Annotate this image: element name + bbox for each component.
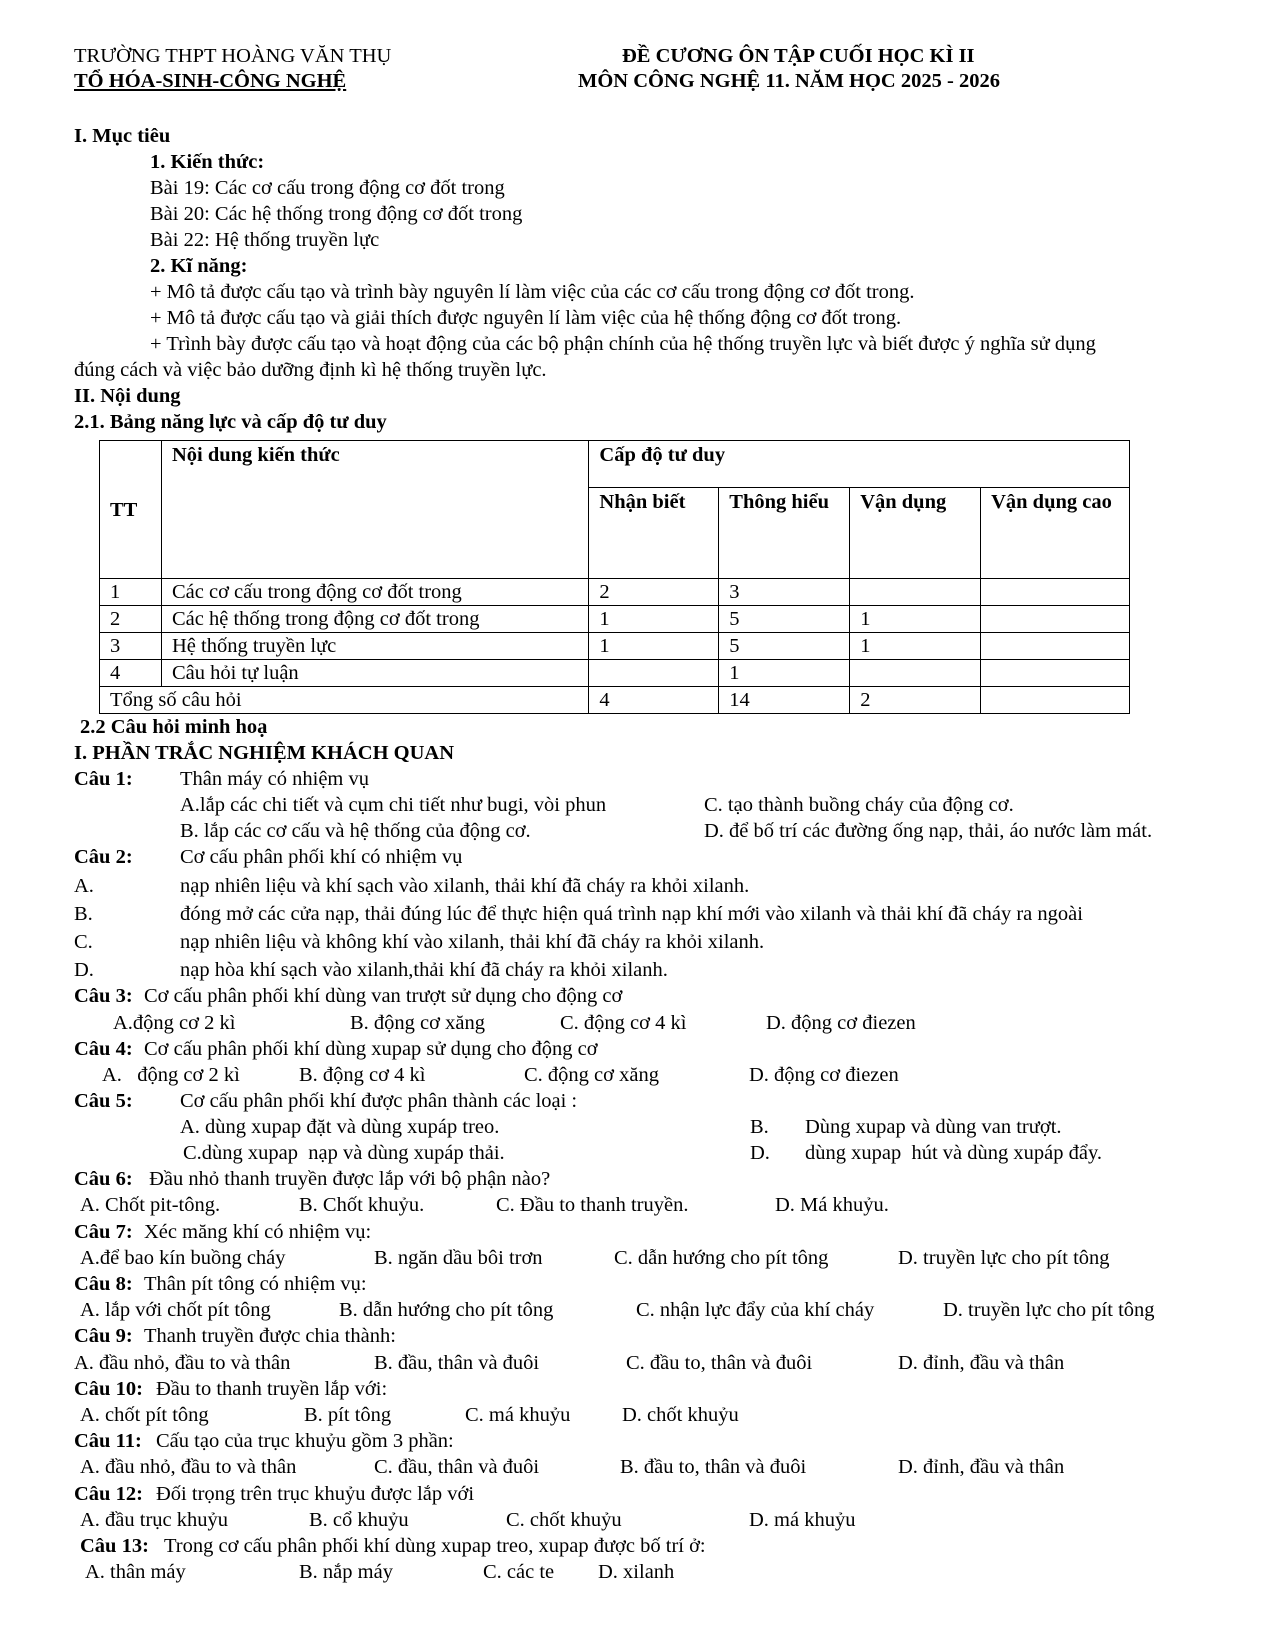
question-label: Câu 2:: [74, 846, 133, 868]
table-row: [100, 579, 1130, 606]
option-c: C. tạo thành buồng cháy của động cơ.: [704, 794, 1014, 816]
option-d: nạp hòa khí sạch vào xilanh,thải khí đã cháy ra khỏi xilanh.: [180, 959, 668, 981]
question-label: Câu 5:: [74, 1090, 133, 1112]
option-b: B. ngăn dầu bôi trơn: [374, 1247, 543, 1269]
col-header-tt: TT: [100, 441, 162, 579]
option-d: D. truyền lực cho pít tông: [898, 1247, 1110, 1269]
cell-value: 1: [589, 606, 719, 633]
question-label: Câu 3:: [74, 985, 133, 1007]
cell-tt: 1: [100, 579, 162, 606]
cell-value: 5: [719, 606, 850, 633]
competency-table: [99, 440, 1130, 714]
option-d: D. má khuỷu: [749, 1509, 856, 1531]
cell-total: 14: [719, 687, 850, 714]
document-title: ĐỀ CƯƠNG ÔN TẬP CUỐI HỌC KÌ II: [622, 45, 975, 67]
option-b: B. pít tông: [304, 1404, 392, 1426]
cell-value: 1: [589, 633, 719, 660]
section-objectives-heading: I. Mục tiêu: [74, 125, 171, 147]
option-key: D.: [74, 959, 94, 981]
table-heading: 2.1. Bảng năng lực và cấp độ tư duy: [74, 411, 387, 433]
option-b: B. Chốt khuỷu.: [299, 1194, 425, 1216]
cell-content: Các hệ thống trong động cơ đốt trong: [161, 606, 588, 633]
option-b: Dùng xupap và dùng van trượt.: [805, 1116, 1062, 1138]
cell-value: 3: [719, 579, 850, 606]
skill-item: + Mô tả được cấu tạo và trình bày nguyên lí làm việc của các cơ cấu trong động cơ đốt trong.: [150, 281, 915, 303]
knowledge-item: Bài 19: Các cơ cấu trong động cơ đốt trong: [150, 177, 505, 199]
question-text: Đầu to thanh truyền lắp với:: [156, 1378, 388, 1400]
option-a: A. Chốt pit-tông.: [80, 1194, 221, 1216]
cell-total-label: Tổng số câu hỏi: [100, 687, 589, 714]
table-row: [100, 606, 1130, 633]
question-label: Câu 7:: [74, 1221, 133, 1243]
question-text: Trong cơ cấu phân phối khí dùng xupap treo, xupap được bố trí ở:: [164, 1535, 706, 1557]
option-key: A.: [74, 875, 94, 897]
option-d: D. động cơ điezen: [749, 1064, 899, 1086]
table-total-row: [100, 687, 1130, 714]
level-header: Vận dụng cao: [981, 488, 1130, 579]
question-text: Cơ cấu phân phối khí dùng xupap sử dụng cho động cơ: [144, 1038, 598, 1060]
level-header: Nhận biết: [589, 488, 719, 579]
option-b: B. đầu, thân và đuôi: [374, 1352, 540, 1374]
option-b: B. động cơ xăng: [350, 1012, 485, 1034]
option-b: B. đầu to, thân và đuôi: [620, 1456, 807, 1478]
cell-total: 2: [850, 687, 981, 714]
option-d: D. xilanh: [598, 1561, 675, 1583]
question-label: Câu 11:: [74, 1430, 142, 1452]
option-a: A.động cơ 2 kì: [113, 1012, 236, 1034]
cell-tt: 3: [100, 633, 162, 660]
cell-value: 1: [850, 633, 981, 660]
option-b: B. cổ khuỷu: [309, 1509, 409, 1531]
option-d: D. Má khuỷu.: [775, 1194, 889, 1216]
cell-value: 2: [589, 579, 719, 606]
examples-heading: 2.2 Câu hỏi minh hoạ: [80, 716, 268, 738]
option-d: D. chốt khuỷu: [622, 1404, 739, 1426]
option-c: C. nhận lực đẩy của khí cháy: [636, 1299, 875, 1321]
option-a: A. thân máy: [85, 1561, 186, 1583]
document-subtitle: MÔN CÔNG NGHỆ 11. NĂM HỌC 2025 - 2026: [578, 70, 1000, 92]
question-label: Câu 10:: [74, 1378, 143, 1400]
option-c: C. đầu, thân và đuôi: [374, 1456, 540, 1478]
option-c: C. chốt khuỷu: [506, 1509, 622, 1531]
option-key: B.: [750, 1116, 769, 1138]
option-a: A.lắp các chi tiết và cụm chi tiết như bugi, vòi phun: [180, 794, 607, 816]
department-name: TỔ HÓA-SINH-CÔNG NGHỆ: [74, 70, 347, 92]
level-header: Thông hiểu: [719, 488, 850, 579]
skill-item: + Mô tả được cấu tạo và giải thích được nguyên lí làm việc của hệ thống động cơ đốt trong.: [150, 307, 902, 329]
option-a: A. đầu trục khuỷu: [80, 1509, 229, 1531]
cell-content: Các cơ cấu trong động cơ đốt trong: [161, 579, 588, 606]
knowledge-heading: 1. Kiến thức:: [150, 151, 265, 173]
option-c: C. đầu to, thân và đuôi: [626, 1352, 813, 1374]
question-text: Đầu nhỏ thanh truyền được lắp với bộ phận nào?: [144, 1168, 551, 1190]
option-a: A. đầu nhỏ, đầu to và thân: [80, 1456, 297, 1478]
knowledge-item: Bài 22: Hệ thống truyền lực: [150, 229, 380, 251]
option-c: C. dẫn hướng cho pít tông: [614, 1247, 829, 1269]
question-label: Câu 13:: [80, 1535, 149, 1557]
cell-value: 5: [719, 633, 850, 660]
option-c: C. Đầu to thanh truyền.: [496, 1194, 689, 1216]
question-text: Cơ cấu phân phối khí được phân thành các loại :: [180, 1090, 578, 1112]
question-text: Thân máy có nhiệm vụ: [180, 768, 370, 790]
mcq-heading: I. PHẦN TRẮC NGHIỆM KHÁCH QUAN: [74, 742, 455, 764]
question-text: Thanh truyền được chia thành:: [144, 1325, 396, 1347]
question-text: Đối trọng trên trục khuỷu được lắp với: [156, 1483, 475, 1505]
cell-content: Câu hỏi tự luận: [161, 660, 588, 687]
skill-item: + Trình bày được cấu tạo và hoạt động của các bộ phận chính của hệ thống truyền lực và biết được ý nghĩa sử dụng: [150, 333, 1096, 355]
table-row: [100, 633, 1130, 660]
skills-heading: 2. Kĩ năng:: [150, 255, 248, 277]
option-b: đóng mở các cửa nạp, thải đúng lúc để thực hiện quá trình nạp khí mới vào xilanh và thải khí đã cháy ra ngoài: [180, 903, 1083, 925]
col-header-content: Nội dung kiến thức: [161, 441, 588, 579]
option-a: A. đầu nhỏ, đầu to và thân: [74, 1352, 291, 1374]
cell-value: [981, 633, 1130, 660]
option-b: B. nắp máy: [299, 1561, 393, 1583]
option-c: C. động cơ 4 kì: [560, 1012, 687, 1034]
question-label: Câu 8:: [74, 1273, 133, 1295]
cell-tt: 4: [100, 660, 162, 687]
option-key: C.: [74, 931, 93, 953]
question-label: Câu 4:: [74, 1038, 133, 1060]
cell-value: 1: [850, 606, 981, 633]
school-name: TRƯỜNG THPT HOÀNG VĂN THỤ: [74, 45, 392, 67]
option-d: D. truyền lực cho pít tông: [943, 1299, 1155, 1321]
option-b: B. lắp các cơ cấu và hệ thống của động cơ.: [180, 820, 531, 842]
option-c: nạp nhiên liệu và không khí vào xilanh, thải khí đã cháy ra khỏi xilanh.: [180, 931, 765, 953]
knowledge-item: Bài 20: Các hệ thống trong động cơ đốt trong: [150, 203, 523, 225]
option-a: A.để bao kín buồng cháy: [80, 1247, 286, 1269]
question-text: Thân pít tông có nhiệm vụ:: [144, 1273, 367, 1295]
question-label: Câu 6:: [74, 1168, 133, 1190]
col-header-levels: Cấp độ tư duy: [589, 441, 1130, 488]
option-d: dùng xupap hút và dùng xupáp đẩy.: [805, 1142, 1103, 1164]
cell-value: [850, 579, 981, 606]
cell-total: [981, 687, 1130, 714]
skill-item-continuation: đúng cách và việc bảo dưỡng định kì hệ thống truyền lực.: [74, 359, 547, 381]
option-c: C. má khuỷu: [465, 1404, 571, 1426]
option-a: nạp nhiên liệu và khí sạch vào xilanh, thải khí đã cháy ra khỏi xilanh.: [180, 875, 750, 897]
cell-total: 4: [589, 687, 719, 714]
question-label: Câu 1:: [74, 768, 133, 790]
option-a: A. lắp với chốt pít tông: [80, 1299, 271, 1321]
section-content-heading: II. Nội dung: [74, 385, 181, 407]
option-d: D. để bố trí các đường ống nạp, thải, áo nước làm mát.: [704, 820, 1153, 842]
cell-tt: 2: [100, 606, 162, 633]
option-c: C. động cơ xăng: [524, 1064, 659, 1086]
option-d: D. động cơ điezen: [766, 1012, 916, 1034]
option-a: A. chốt pít tông: [80, 1404, 209, 1426]
question-label: Câu 12:: [74, 1483, 143, 1505]
option-key: B.: [74, 903, 93, 925]
option-key: D.: [750, 1142, 770, 1164]
option-d: D. đỉnh, đầu và thân: [898, 1352, 1065, 1374]
cell-value: [850, 660, 981, 687]
option-d: D. đỉnh, đầu và thân: [898, 1456, 1065, 1478]
option-c: C. các te: [483, 1561, 555, 1583]
cell-value: [981, 606, 1130, 633]
question-text: Cơ cấu phân phối khí có nhiệm vụ: [180, 846, 463, 868]
cell-value: 1: [719, 660, 850, 687]
question-text: Cơ cấu phân phối khí dùng van trượt sử dụng cho động cơ: [144, 985, 623, 1007]
question-label: Câu 9:: [74, 1325, 133, 1347]
option-b: B. dẫn hướng cho pít tông: [339, 1299, 554, 1321]
cell-value: [589, 660, 719, 687]
option-c: C.dùng xupap nạp và dùng xupáp thải.: [183, 1142, 505, 1164]
cell-value: [981, 579, 1130, 606]
option-b: B. động cơ 4 kì: [299, 1064, 426, 1086]
level-header: Vận dụng: [850, 488, 981, 579]
cell-content: Hệ thống truyền lực: [161, 633, 588, 660]
option-a: A. động cơ 2 kì: [102, 1064, 240, 1086]
question-text: Cấu tạo của trục khuỷu gồm 3 phần:: [156, 1430, 454, 1452]
option-a: A. dùng xupap đặt và dùng xupáp treo.: [180, 1116, 500, 1138]
table-row: [100, 660, 1130, 687]
cell-value: [981, 660, 1130, 687]
question-text: Xéc măng khí có nhiệm vụ:: [144, 1221, 372, 1243]
